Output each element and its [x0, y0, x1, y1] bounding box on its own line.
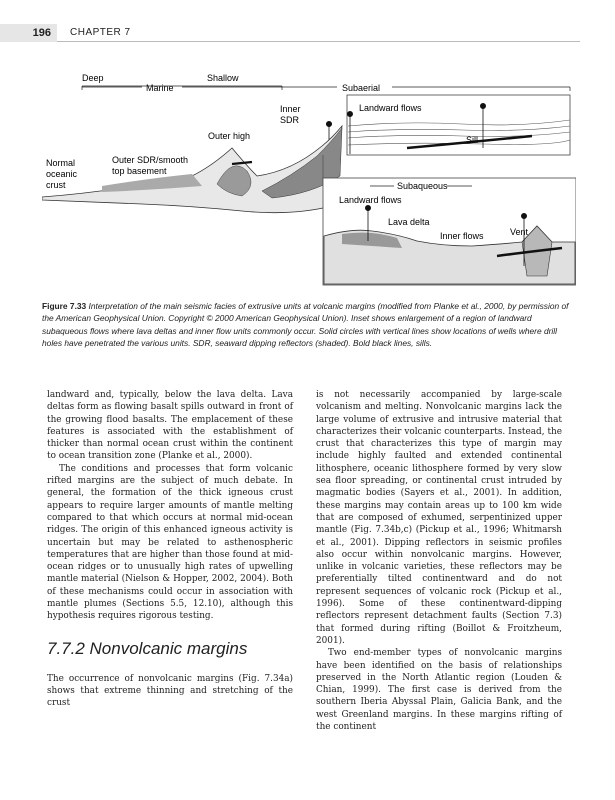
label-shallow: Shallow [207, 73, 239, 83]
label-inner-sdr-1: Inner [280, 104, 301, 114]
label-subaqueous: Subaqueous [397, 181, 448, 191]
label-inner-sdr-2: SDR [280, 115, 300, 125]
label-vent: Vent [510, 227, 529, 237]
label-crust: crust [46, 180, 66, 190]
label-landward-flows-top: Landward flows [359, 103, 422, 113]
figure-7-33 [42, 66, 576, 296]
label-sill-top: Sill [466, 135, 479, 145]
right-paragraph-2: Two end-member types of nonvolcanic margins have been identified on the basis of relationships preserved in the North Atlantic region (Louden & Chian, 1999). The first case is derived from the southern Iberia Abyssal Plain, Galicia Bank, and the west Greenland margins. In these margins rifting of the continent [316, 648, 562, 733]
well-marker-inner [327, 122, 332, 127]
label-oceanic: oceanic [46, 169, 78, 179]
header-rule [57, 41, 580, 42]
label-deep: Deep [82, 73, 104, 83]
left-paragraph-3: The occurrence of nonvolcanic margins (Fig. 7.34a) shows that extreme thinning and stretching of the crust [47, 673, 293, 709]
label-top-basement: top basement [112, 166, 167, 176]
label-lava-delta: Lava delta [388, 217, 430, 227]
left-paragraph-2: The conditions and processes that form volcanic rifted margins are the subject of much debate. In general, the formation of the thick igneous crust appears to require larger amounts of mantle melting compared to that which occurs at normal mid-ocean ridges. The origin of this enhanced igneous activity is uncertain but may be related to asthenospheric temperatures that are higher than those found at mid-ocean ridges or to unusually high rates of upwelling mantle material (Nielson & Hopper, 2002, 2004). Both of these mechanisms could occur in association with mantle plumes (Sections 5.5, 12.10), although this hypothesis requires rigorous testing. [47, 463, 293, 622]
left-column [47, 389, 293, 710]
right-column [316, 389, 562, 733]
label-normal: Normal [46, 158, 76, 168]
page-number: 196 [0, 24, 57, 42]
caption-text: Interpretation of the main seismic facies of extrusive units at volcanic margins (modified from Planke et al., 2000, by permission of the American Geophysical Union. Copyright © 2000 American Geophysical Union). Inset shows enlargement of a region of landward subaqueous flows where lava deltas and inner flow units commonly occur. Solid circles with vertical lines show locations of wells where drill holes have penetrated the various units. SDR, seaward dipping reflectors (shaded). Bold black lines, sills. [42, 301, 569, 348]
section-heading: 7.7.2 Nonvolcanic margins [47, 638, 248, 658]
label-inner-flows: Inner flows [440, 231, 484, 241]
label-marine: Marine [146, 83, 174, 93]
figure-caption [42, 300, 570, 349]
label-outer-sdr: Outer SDR/smooth [112, 155, 189, 165]
label-landward-flows-inset: Landward flows [339, 195, 402, 205]
label-subaerial: Subaerial [342, 83, 381, 93]
cross-section-body [42, 126, 342, 213]
chapter-title: CHAPTER 7 [70, 27, 131, 38]
page-header [0, 24, 615, 44]
left-paragraph-1: landward and, typically, below the lava delta. Lava deltas form as flowing basalt spills outward in front of the growing flood basalts. The emplacement of these features is associated with the establishment of thicker than normal ocean crust within the continent to ocean transition zone (Planke et al., 2000). [47, 390, 293, 462]
caption-label: Figure 7.33 [42, 301, 87, 311]
right-paragraph-1: is not necessarily accompanied by large-scale volcanism and melting. Nonvolcanic margins lack the large volume of extrusive and intrusive material that characterizes their volcanic counterparts. Instead, the crust that characterizes this type of margin may include highly faulted and extended continental lithosphere, oceanic lithosphere formed by very slow sea floor spreading, or continental crust intruded by magmatic bodies (Sayers et al., 2001). In addition, these margins may contain areas up to 100 km wide that are composed of exhumed, serpentinized upper mantle (Fig. 7.34b,c) (Pickup et al., 1996; Whitmarsh et al., 2001). Dipping reflectors in seismic profiles also occur within nonvolcanic margins. However, unlike in volcanic varieties, these reflectors may be preferentially tilted continentward and do not represent sequences of volcanic rock (Pickup et al., 1996). Some of these continentward-dipping reflectors represent detachment faults (Section 7.3) that formed during rifting (Boillot & Froitzheum, 2001). [316, 390, 562, 646]
label-outer-high: Outer high [208, 131, 251, 141]
